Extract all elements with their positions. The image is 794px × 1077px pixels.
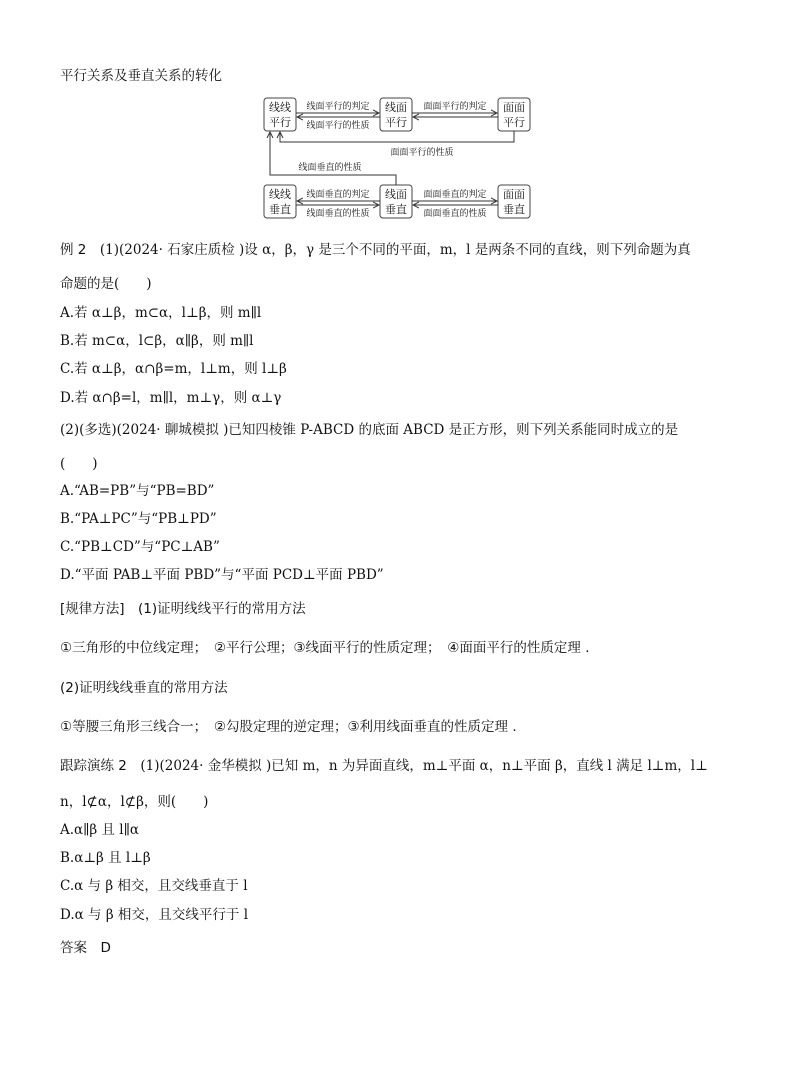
label-lp-perp-prop: 线面垂直的性质 bbox=[306, 209, 370, 219]
example2-q1-option-c: C.若 α⊥β，α∩β=m，l⊥m，则 l⊥β bbox=[60, 361, 287, 377]
box-line-perp-top: 线线 bbox=[269, 188, 291, 201]
box-plane-parallel bbox=[498, 98, 530, 131]
example2-q2-stem-line1: (2)(多选)(2024· 聊城模拟 )已知四棱锥 P-ABCD 的底面 ABCD 是正方形，则下列关系能同时成立的是 bbox=[60, 422, 679, 438]
box-line-plane-perp bbox=[380, 185, 412, 218]
label-lp-parallel-prop: 线面平行的性质 bbox=[306, 121, 370, 131]
practice2-label: 跟踪演练 2 bbox=[60, 758, 127, 774]
method-item2: ①等腰三角形三线合一； ②勾股定理的逆定理；③利用线面垂直的性质定理 . bbox=[60, 719, 517, 735]
box-plane-parallel-bottom: 平行 bbox=[503, 116, 525, 129]
box-line-plane-parallel bbox=[380, 98, 412, 131]
box-line-parallel-top: 线线 bbox=[269, 101, 291, 114]
box-plane-perp bbox=[498, 185, 530, 218]
label-lp-parallel-judge: 线面平行的判定 bbox=[306, 102, 370, 112]
practice2-option-c: C.α 与 β 相交，且交线垂直于 l bbox=[60, 878, 248, 894]
label-lp-perp-judge: 线面垂直的判定 bbox=[306, 190, 370, 200]
example2-q2-option-b: B.“PA⊥PC”与“PB⊥PD” bbox=[60, 511, 217, 527]
practice2-option-a: A.α∥β 且 l∥α bbox=[60, 822, 139, 838]
practice2-stem-line2: n，l⊄α，l⊄β，则( ) bbox=[60, 794, 209, 810]
label-lp-perp-prop-long: 线面垂直的性质 bbox=[298, 163, 362, 173]
arrow-pp-parallel-prop-long bbox=[280, 131, 514, 142]
example2-q2-option-c: C.“PB⊥CD”与“PC⊥AB” bbox=[60, 539, 220, 555]
box-plane-parallel-top: 面面 bbox=[503, 101, 525, 114]
box-line-parallel-bottom: 平行 bbox=[269, 116, 291, 129]
method-item1: ①三角形的中位线定理； ②平行公理；③线面平行的性质定理； ④面面平行的性质定理 . bbox=[60, 640, 590, 656]
box-line-plane-perp-top: 线面 bbox=[385, 188, 407, 201]
box-line-perp-bottom: 垂直 bbox=[269, 203, 291, 216]
example2-label: 例 2 bbox=[60, 242, 87, 258]
example2-q1-stem-line2: 命题的是( ) bbox=[60, 276, 152, 292]
transformation-diagram bbox=[262, 95, 534, 220]
practice2-option-b: B.α⊥β 且 l⊥β bbox=[60, 850, 151, 866]
label-pp-perp-judge: 面面垂直的判定 bbox=[423, 190, 487, 200]
method-heading2: (2)证明线线垂直的常用方法 bbox=[60, 680, 228, 696]
example2-line1 bbox=[60, 238, 691, 258]
box-line-perp bbox=[264, 185, 296, 218]
box-line-parallel bbox=[264, 98, 296, 131]
example2-q2-option-d: D.“平面 PAB⊥平面 PBD”与“平面 PCD⊥平面 PBD” bbox=[60, 567, 384, 583]
practice2-answer: 答案 D bbox=[60, 940, 111, 956]
example2-q1-source: (1)(2024· 石家庄质检 ) bbox=[99, 242, 245, 258]
practice2-stem-line1: (1)(2024· 金华模拟 )已知 m，n 为异面直线，m⊥平面 α，n⊥平面 β，直线 l 满足 l⊥m，l⊥ bbox=[126, 758, 708, 774]
example2-q1-option-a: A.若 α⊥β，m⊂α，l⊥β，则 m∥l bbox=[60, 305, 262, 321]
example2-q1-option-b: B.若 m⊂α，l⊂β，α∥β，则 m∥l bbox=[60, 333, 254, 349]
label-pp-perp-prop: 面面垂直的性质 bbox=[423, 209, 487, 219]
arrow-lp-perp-prop-long bbox=[270, 132, 396, 185]
practice2-option-d: D.α 与 β 相交，且交线平行于 l bbox=[60, 907, 249, 923]
example2-q1-option-d: D.若 α∩β=l，m∥l，m⊥γ，则 α⊥γ bbox=[60, 390, 282, 406]
box-plane-perp-bottom: 垂直 bbox=[503, 203, 525, 216]
section-title: 平行关系及垂直关系的转化 bbox=[60, 68, 222, 84]
box-line-plane-perp-bottom: 垂直 bbox=[385, 203, 407, 216]
example2-q1-stem-line1: 设 α，β，γ 是三个不同的平面，m，l 是两条不同的直线，则下列命题为真 bbox=[244, 242, 691, 258]
label-pp-parallel-judge: 面面平行的判定 bbox=[423, 102, 487, 112]
example2-q2-option-a: A.“AB=PB”与“PB=BD” bbox=[60, 483, 215, 499]
box-line-plane-parallel-bottom: 平行 bbox=[385, 116, 407, 129]
practice2-line1 bbox=[60, 754, 708, 774]
label-pp-parallel-prop-long: 面面平行的性质 bbox=[390, 148, 454, 158]
box-plane-perp-top: 面面 bbox=[503, 188, 525, 201]
method-heading: [规律方法] (1)证明线线平行的常用方法 bbox=[60, 601, 306, 617]
box-line-plane-parallel-top: 线面 bbox=[385, 101, 407, 114]
example2-q2-stem-line2: ( ) bbox=[60, 456, 98, 472]
